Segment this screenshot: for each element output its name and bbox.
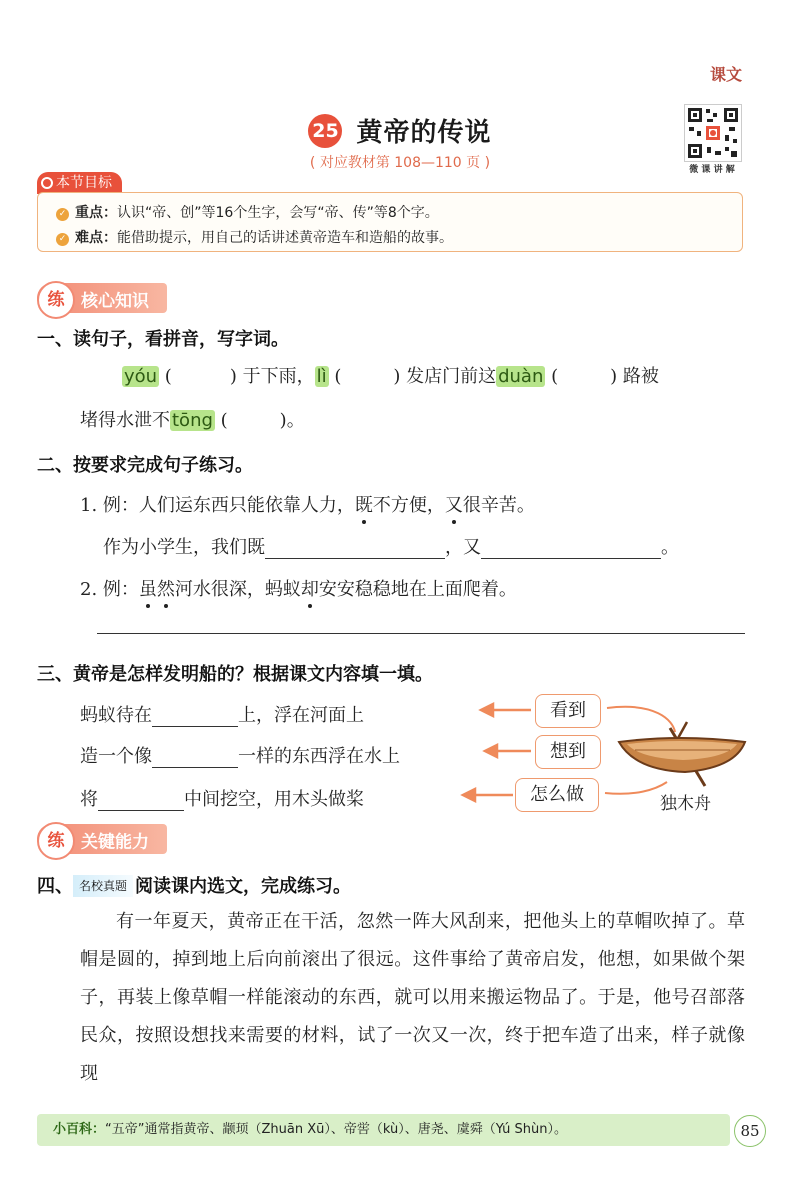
section-key-ability: [37, 824, 167, 854]
emphasis-you: 又: [445, 491, 463, 517]
section-core-knowledge: [37, 283, 167, 313]
answer-blank-2[interactable]: [341, 366, 393, 388]
canoe-icon: [615, 720, 750, 790]
objective-difficulty: [56, 227, 453, 247]
objectives-tag: [37, 172, 122, 194]
q2-ex1-text-c: 很辛苦。: [462, 495, 535, 516]
pinyin-duan: duàn: [498, 366, 544, 387]
answer-blank-9[interactable]: [98, 788, 184, 811]
flow-pill-how: 怎么做: [515, 778, 599, 812]
q2-example-2: [80, 575, 517, 601]
q2-fill-text-b: ，又: [445, 537, 481, 558]
footer-text: “五帝”通常指黄帝、颛顼（Zhuān Xū）、帝喾（kù）、唐尧、虞舜（Yú Shùn）。: [105, 1122, 568, 1137]
q1-text-4: 堵得水泄不: [80, 410, 170, 431]
emphasis-ji: 既: [355, 491, 373, 517]
category-label: 课文: [709, 65, 742, 84]
emphasis-ran: 然: [157, 575, 175, 601]
qr-caption: 微 课 讲 解: [689, 165, 735, 175]
answer-blank-7[interactable]: [152, 704, 238, 727]
emphasis-que: 却: [301, 575, 319, 601]
objective-diff-text: 能借助提示，用自己的话讲述黄帝造车和造船的故事。: [117, 230, 453, 246]
question-1-line-1: yóu ( ) 于下雨， lì ( ) 发店门前这 duàn ( ) 路被: [124, 366, 659, 387]
q1-text-2: 发店门前这: [406, 366, 497, 387]
question-3-heading: 三、黄帝是怎样发明船的？根据课文内容填一填。: [37, 664, 433, 685]
q3-row1-text-a: 蚂蚁待在: [80, 705, 152, 726]
q4-number: 四、: [37, 876, 73, 897]
q1-text-3: 路被: [622, 366, 659, 387]
q3-row-1: [80, 701, 364, 727]
q4-heading-text: 阅读课内选文，完成练习。: [135, 876, 352, 897]
footer-trivia: [37, 1114, 730, 1146]
q3-row2-text-a: 造一个像: [80, 746, 152, 767]
target-icon: [41, 177, 53, 189]
answer-blank-3[interactable]: [558, 366, 610, 388]
flow-pill-see: 看到: [535, 694, 601, 728]
check-icon: ✓: [56, 208, 69, 221]
q2-ex2-text-b: 河水很深，蚂蚁: [174, 579, 301, 600]
answer-blank-8[interactable]: [152, 745, 238, 768]
q3-row3-text-b: 中间挖空，用木头做桨: [184, 789, 364, 810]
q2-ex2-text-c: 安安稳稳地在上面爬着。: [318, 579, 517, 600]
objective-key-label: 重点：: [75, 205, 117, 221]
question-1-line-2: 堵得水泄不 tōng ( )。: [80, 410, 305, 431]
section-key-label: 关键能力: [81, 832, 149, 853]
q2-example-1: [80, 491, 535, 517]
answer-blank-4[interactable]: [228, 410, 280, 432]
qr-code-icon[interactable]: [684, 104, 742, 162]
answer-blank-1[interactable]: [172, 366, 230, 388]
q2-ex2-text-a: 2. 例：: [80, 579, 139, 600]
q1-text-5: 。: [286, 410, 305, 431]
question-1-heading: 一、读句子，看拼音，写字词。: [37, 329, 289, 350]
answer-blank-6[interactable]: [481, 536, 661, 559]
practice-badge-icon: 练: [37, 822, 75, 860]
famous-school-tag: 名校真题: [73, 875, 133, 897]
q2-fill-text-c: 。: [661, 537, 679, 558]
objective-key: [56, 202, 439, 222]
footer-label: 小百科：: [53, 1122, 106, 1137]
objective-key-text: 认识“帝、创”等16个生字，会写“帝、传”等8个字。: [117, 205, 439, 221]
q3-row3-text-a: 将: [80, 789, 98, 810]
practice-badge-icon: 练: [37, 281, 75, 319]
pinyin-tong: tōng: [172, 410, 213, 431]
q3-row-3: [80, 785, 364, 811]
canoe-label: 独木舟: [660, 794, 711, 814]
q3-row-2: [80, 742, 400, 768]
answer-line-2[interactable]: [97, 633, 745, 634]
objective-diff-label: 难点：: [75, 230, 117, 246]
section-core-label: 核心知识: [81, 291, 149, 312]
q3-row2-text-b: 一样的东西浮在水上: [238, 746, 400, 767]
pinyin-li: lì: [316, 366, 327, 387]
reading-passage: 有一年夏天，黄帝正在干活，忽然一阵大风刮来，把他头上的草帽吹掉了。草帽是圆的，掉到地上后向前滚出了很远。这件事给了黄帝启发，他想，如果做个架子，再装上像草帽一样能滚动的东西，就可以用来搬运物品了。于是，他号召部落民众，按照设想找来需要的材料，试了一次又一次，终于把车造了出来，样子就像现: [80, 911, 745, 1084]
page-number: 85: [734, 1115, 766, 1147]
q2-ex1-text-b: 不方便，: [372, 495, 445, 516]
pinyin-you: yóu: [124, 366, 158, 387]
q2-ex1-text-a: 1. 例：人们运东西只能依靠人力，: [80, 495, 355, 516]
q2-fill-text-a: 作为小学生，我们既: [103, 537, 265, 558]
emphasis-sui: 虽: [139, 575, 157, 601]
objectives-tag-label: 本节目标: [56, 175, 112, 191]
lesson-number-badge: 25: [308, 114, 342, 148]
page-subtitle: ( 对应教材第 108—110 页 ): [309, 155, 491, 171]
lesson-title-row: [0, 112, 800, 149]
question-2-heading: 二、按要求完成句子练习。: [37, 455, 253, 476]
question-4-heading: [37, 872, 351, 898]
check-icon: ✓: [56, 233, 69, 246]
q2-fill-line-1: [103, 533, 679, 559]
page-title: 黄帝的传说: [356, 118, 492, 148]
flow-pill-think: 想到: [535, 735, 601, 769]
q3-row1-text-b: 上，浮在河面上: [238, 705, 364, 726]
q1-text-1: 于下雨，: [242, 366, 315, 387]
answer-blank-5[interactable]: [265, 536, 445, 559]
